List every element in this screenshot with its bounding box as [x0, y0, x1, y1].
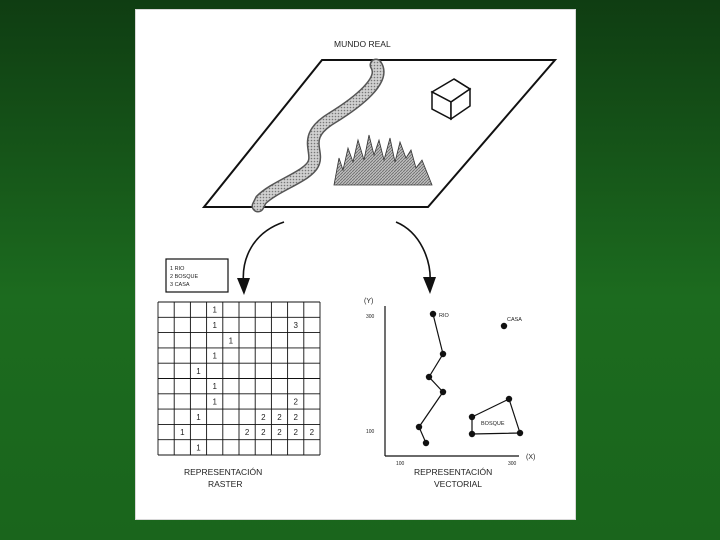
raster-cell-value: 1	[180, 428, 185, 438]
raster-grid	[158, 302, 320, 455]
arrow-to-vector	[396, 222, 430, 285]
raster-cell-value: 2	[261, 412, 266, 422]
raster-cell-value: 2	[293, 412, 298, 422]
raster-label-line2: RASTER	[208, 479, 243, 489]
raster-cell-value: 2	[293, 428, 298, 438]
legend-item: 3 CASA	[170, 282, 190, 288]
vector-y-axis-label: (Y)	[364, 298, 374, 305]
raster-cell-value: 1	[228, 336, 234, 346]
raster-cell-value: 2	[244, 428, 250, 438]
vector-casa-point	[501, 323, 507, 329]
vector-y-tick: 100	[366, 429, 375, 435]
raster-cell-value: 1	[196, 443, 201, 453]
raster-label-line1: REPRESENTACIÓN	[184, 467, 263, 477]
vector-y-tick: 300	[366, 314, 375, 320]
vector-label-line2: VECTORIAL	[434, 479, 483, 489]
diagram-canvas	[136, 10, 575, 519]
raster-cell-value: 1	[196, 366, 201, 376]
vector-casa-label: CASA	[507, 317, 522, 323]
real-world-title: MUNDO REAL	[334, 39, 391, 49]
vector-label-line1: REPRESENTACIÓN	[414, 467, 493, 477]
legend-item: 2 BOSQUE	[170, 274, 199, 280]
vector-x-tick: 300	[508, 461, 517, 467]
raster-cell-value: 1	[212, 321, 217, 331]
raster-cell-value: 3	[293, 321, 298, 331]
raster-cell-value: 1	[212, 351, 217, 361]
diagram-slide	[136, 10, 575, 519]
arrow-to-vector-head	[423, 277, 436, 294]
raster-cell-value: 2	[309, 428, 315, 438]
vector-bosque-polygon	[472, 399, 520, 434]
vector-x-tick: 100	[396, 461, 405, 467]
raster-cell-value: 1	[196, 412, 201, 422]
vector-bosque-label: BOSQUE	[481, 421, 505, 427]
vector-rio-label: RIO	[439, 313, 449, 319]
raster-cell-value: 2	[261, 428, 266, 438]
arrow-to-raster	[243, 222, 284, 287]
raster-cell-value: 1	[212, 397, 217, 407]
raster-cell-value: 1	[212, 382, 217, 392]
raster-cell-value: 2	[293, 397, 298, 407]
legend-item: 1 RIO	[170, 266, 185, 272]
raster-cell-value: 1	[212, 305, 217, 315]
vector-river-nodes	[416, 311, 446, 446]
raster-cell-value: 2	[277, 412, 282, 422]
arrow-to-raster-head	[237, 278, 250, 295]
raster-cell-value: 2	[277, 428, 282, 438]
vector-x-axis-label: (X)	[526, 454, 536, 461]
